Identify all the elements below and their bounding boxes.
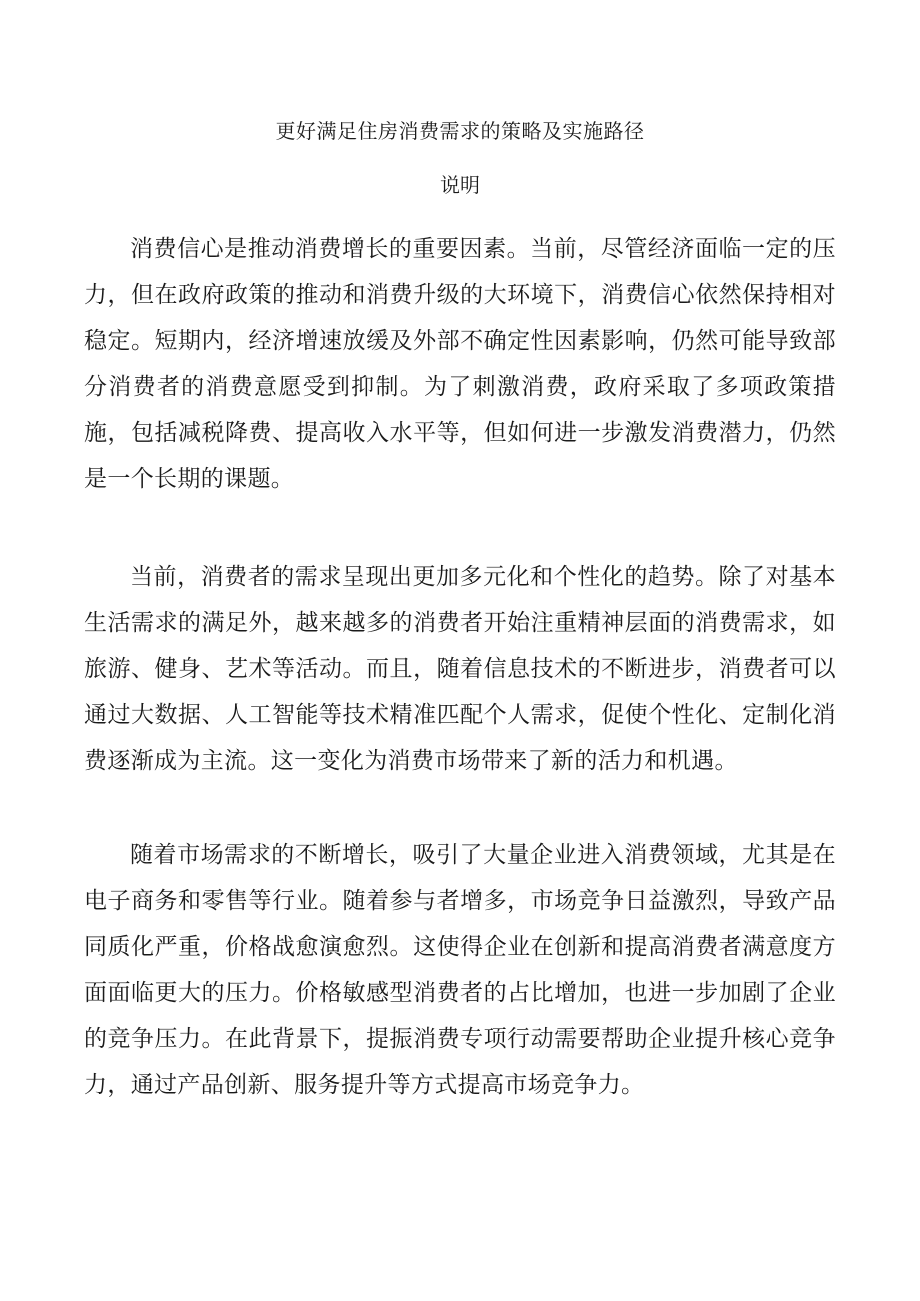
document-title: 更好满足住房消费需求的策略及实施路径 bbox=[275, 119, 645, 143]
document-subtitle: 说明 bbox=[440, 173, 480, 197]
paragraph-consumer-confidence: 消费信心是推动消费增长的重要因素。当前，尽管经济面临一定的压力，但在政府政策的推动和消费升级的大环境下，消费信心依然保持相对稳定。短期内，经济增速放缓及外部不确定性因素影响，仍然可能导致部分消费者的消费意愿受到抑制。为了刺激消费，政府采取了多项政策措施，包括减税降费、提高收入水平等，但如何进一步激发消费潜力，仍然是一个长期的课题。 bbox=[84, 236, 836, 492]
paragraph-market-competition: 随着市场需求的不断增长，吸引了大量企业进入消费领域，尤其是在电子商务和零售等行业。随着参与者增多，市场竞争日益激烈，导致产品同质化严重，价格战愈演愈烈。这使得企业在创新和提高消费者满意度方面面临更大的压力。价格敏感型消费者的占比增加，也进一步加剧了企业的竞争压力。在此背景下，提振消费专项行动需要帮助企业提升核心竞争力，通过产品创新、服务提升等方式提高市场竞争力。 bbox=[84, 842, 836, 1098]
paragraph-consumer-demand: 当前，消费者的需求呈现出更加多元化和个性化的趋势。除了对基本生活需求的满足外，越来越多的消费者开始注重精神层面的消费需求，如旅游、健身、艺术等活动。而且，随着信息技术的不断进步，消费者可以通过大数据、人工智能等技术精准匹配个人需求，促使个性化、定制化消费逐渐成为主流。这一变化为消费市场带来了新的活力和机遇。 bbox=[84, 564, 836, 774]
